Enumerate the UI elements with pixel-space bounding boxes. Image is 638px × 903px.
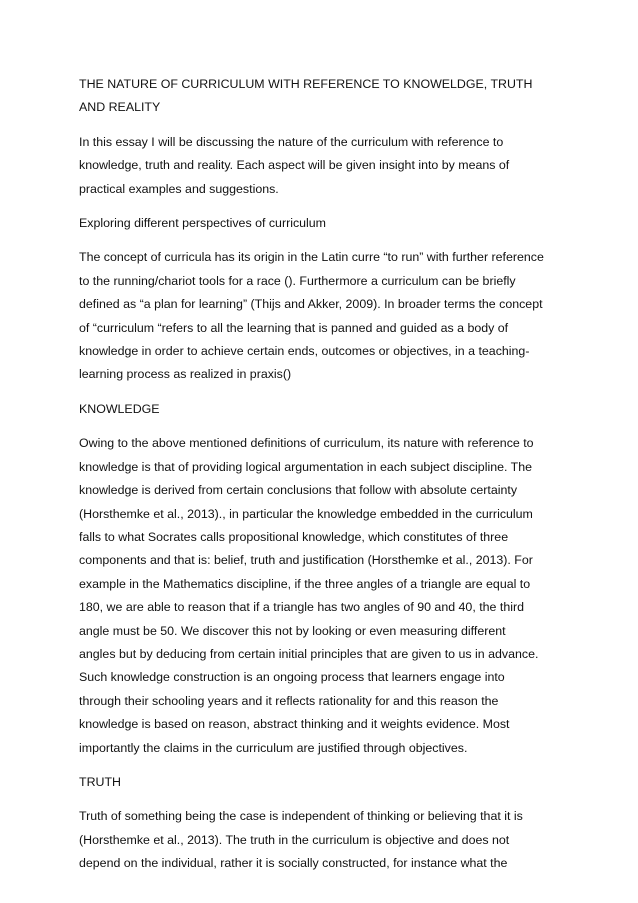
paragraph-line: of “curriculum “refers to all the learning that is panned and guided as a body of <box>79 320 509 335</box>
section-heading-knowledge <box>79 398 549 421</box>
paragraph-line: importantly the claims in the curriculum are justified through objectives. <box>79 740 468 755</box>
paragraph-line: knowledge is that of providing logical argumentation in each subject discipline. The <box>79 459 532 474</box>
paragraph-line: to the running/chariot tools for a race (). Furthermore a curriculum can be briefly <box>79 273 516 288</box>
paragraph-line: In this essay I will be discussing the nature of the curriculum with reference to <box>79 134 504 149</box>
knowledge-paragraph <box>79 432 549 760</box>
paragraph-line: depend on the individual, rather it is socially constructed, for instance what the <box>79 856 508 871</box>
document-title <box>79 73 549 120</box>
truth-paragraph <box>79 805 549 875</box>
section-heading: TRUTH <box>79 774 121 789</box>
paragraph-line: 180, we are able to reason that if a triangle has two angles of 90 and 40, the third <box>79 600 524 615</box>
title-line: AND REALITY <box>79 100 161 115</box>
paragraph-line: defined as “a plan for learning” (Thijs and Akker, 2009). In broader terms the concept <box>79 297 543 312</box>
paragraph-line: knowledge in order to achieve certain ends, outcomes or objectives, in a teaching- <box>79 344 530 359</box>
paragraph-line: Owing to the above mentioned definitions of curriculum, its nature with reference to <box>79 436 534 451</box>
paragraph-line: Truth of something being the case is independent of thinking or believing that it is <box>79 809 523 824</box>
section-heading: Exploring different perspectives of curriculum <box>79 216 327 231</box>
paragraph-line: angle must be 50. We discover this not by looking or even measuring different <box>79 623 506 638</box>
paragraph-line: through their schooling years and it reflects rationality for and this reason the <box>79 693 499 708</box>
document-page <box>79 73 549 887</box>
paragraph-line: The concept of curricula has its origin in the Latin curre “to run” with further reference <box>79 250 544 265</box>
paragraph-line: example in the Mathematics discipline, if the three angles of a triangle are equal to <box>79 576 531 591</box>
paragraph-line: learning process as realized in praxis() <box>79 367 292 382</box>
paragraph-line: falls to what Socrates calls propositional knowledge, which constitutes of three <box>79 529 509 544</box>
section-heading-perspectives <box>79 212 549 235</box>
perspectives-paragraph <box>79 246 549 386</box>
paragraph-line: (Horsthemke et al., 2013). The truth in the curriculum is objective and does not <box>79 832 510 847</box>
paragraph-line: components and that is: belief, truth and justification (Horsthemke et al., 2013). For <box>79 553 533 568</box>
intro-paragraph <box>79 131 549 201</box>
title-line: THE NATURE OF CURRICULUM WITH REFERENCE TO KNOWELDGE, TRUTH <box>79 77 533 91</box>
paragraph-line: practical examples and suggestions. <box>79 181 279 196</box>
section-heading-truth <box>79 771 549 794</box>
paragraph-line: angles but by deducing from certain initial principles that are given to us in advance. <box>79 646 539 661</box>
section-heading: KNOWLEDGE <box>79 401 160 416</box>
paragraph-line: Such knowledge construction is an ongoing process that learners engage into <box>79 670 505 685</box>
paragraph-line: knowledge is based on reason, abstract thinking and it weights evidence. Most <box>79 717 510 732</box>
paragraph-line: (Horsthemke et al., 2013)., in particular the knowledge embedded in the curriculum <box>79 506 533 521</box>
paragraph-line: knowledge, truth and reality. Each aspect will be given insight into by means of <box>79 158 510 173</box>
paragraph-line: knowledge is derived from certain conclusions that follow with absolute certainty <box>79 483 518 498</box>
